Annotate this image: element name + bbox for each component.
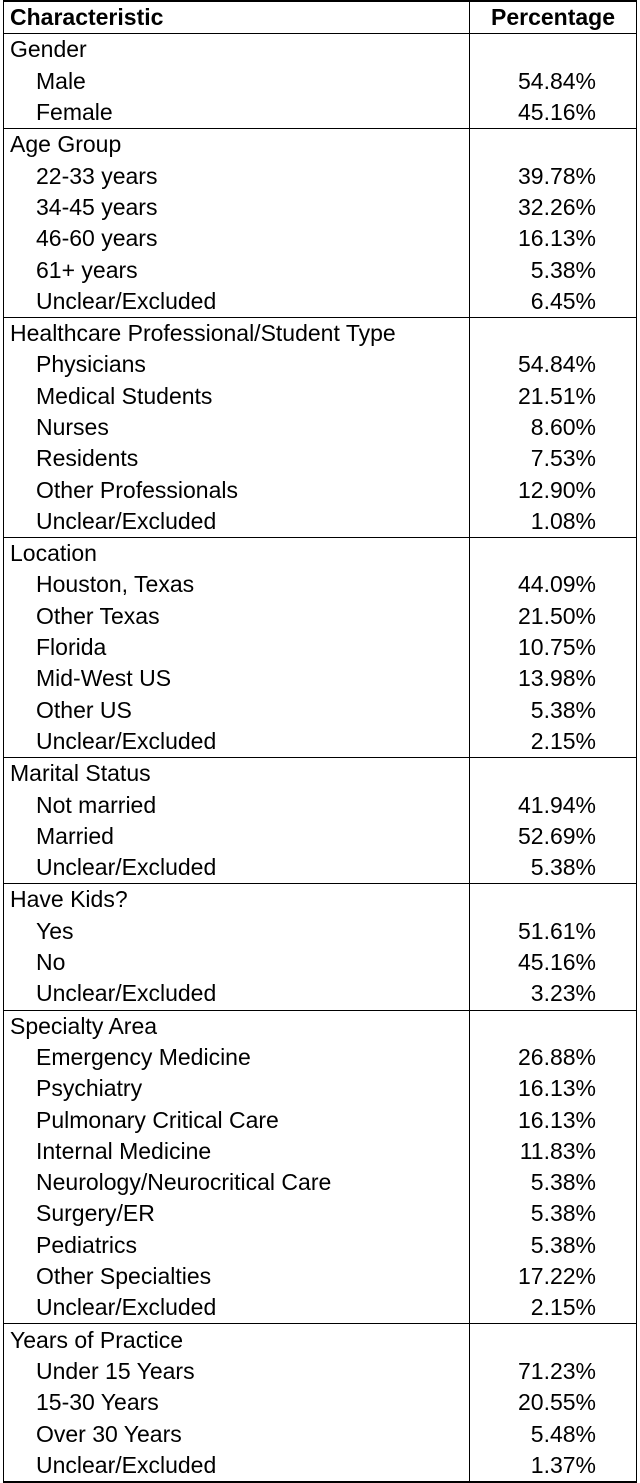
row-label: Unclear/Excluded (4, 1450, 470, 1482)
row-percentage: 21.50% (470, 601, 637, 632)
group-name: Years of Practice (4, 1324, 470, 1356)
row-label: Houston, Texas (4, 569, 470, 600)
group-header-row (4, 129, 637, 161)
row-label: Married (4, 821, 470, 852)
table-row (4, 947, 637, 978)
group-value-empty (470, 538, 637, 570)
row-percentage: 6.45% (470, 286, 637, 318)
row-percentage: 5.38% (470, 254, 637, 285)
row-label: Unclear/Excluded (4, 506, 470, 538)
row-percentage: 5.48% (470, 1418, 637, 1449)
row-label: Unclear/Excluded (4, 286, 470, 318)
group-header-row (4, 758, 637, 790)
table-row (4, 474, 637, 505)
group-value-empty (470, 1324, 637, 1356)
row-percentage: 20.55% (470, 1387, 637, 1418)
row-percentage: 45.16% (470, 947, 637, 978)
table-row (4, 695, 637, 726)
row-percentage: 54.84% (470, 349, 637, 380)
row-percentage: 21.51% (470, 381, 637, 412)
row-percentage: 10.75% (470, 632, 637, 663)
group-header-row (4, 884, 637, 916)
row-percentage: 52.69% (470, 821, 637, 852)
table-row (4, 726, 637, 758)
table-row (4, 1042, 637, 1073)
row-label: Over 30 Years (4, 1418, 470, 1449)
table-group (4, 538, 637, 758)
row-percentage: 11.83% (470, 1136, 637, 1167)
group-name: Marital Status (4, 758, 470, 790)
group-value-empty (470, 317, 637, 349)
group-header-row (4, 1324, 637, 1356)
row-label: Male (4, 66, 470, 97)
row-label: Neurology/Neurocritical Care (4, 1167, 470, 1198)
table-row (4, 97, 637, 129)
row-percentage: 8.60% (470, 412, 637, 443)
row-percentage: 3.23% (470, 978, 637, 1010)
table-row (4, 1073, 637, 1104)
group-name: Healthcare Professional/Student Type (4, 317, 470, 349)
row-label: Residents (4, 443, 470, 474)
row-percentage: 7.53% (470, 443, 637, 474)
row-label: Mid-West US (4, 663, 470, 694)
table-row (4, 601, 637, 632)
row-percentage: 17.22% (470, 1261, 637, 1292)
table-row (4, 286, 637, 318)
row-percentage: 51.61% (470, 916, 637, 947)
table-row (4, 789, 637, 820)
table-row (4, 412, 637, 443)
row-label: 61+ years (4, 254, 470, 285)
table-row (4, 1198, 637, 1229)
table-row (4, 443, 637, 474)
table-header (4, 1, 637, 34)
row-label: 46-60 years (4, 223, 470, 254)
table-row (4, 1230, 637, 1261)
row-label: Physicians (4, 349, 470, 380)
table-row (4, 1450, 637, 1482)
row-label: Medical Students (4, 381, 470, 412)
row-label: Nurses (4, 412, 470, 443)
table-row (4, 192, 637, 223)
row-percentage: 2.15% (470, 726, 637, 758)
table-group (4, 758, 637, 884)
row-label: Unclear/Excluded (4, 1292, 470, 1324)
row-percentage: 12.90% (470, 474, 637, 505)
row-label: 34-45 years (4, 192, 470, 223)
group-name: Location (4, 538, 470, 570)
table-row (4, 1136, 637, 1167)
row-percentage: 41.94% (470, 789, 637, 820)
row-percentage: 16.13% (470, 223, 637, 254)
table-row (4, 916, 637, 947)
table-group (4, 317, 637, 537)
row-percentage: 71.23% (470, 1356, 637, 1387)
table-row (4, 1356, 637, 1387)
row-label: Florida (4, 632, 470, 663)
row-label: 22-33 years (4, 160, 470, 191)
row-label: Psychiatry (4, 1073, 470, 1104)
header-characteristic: Characteristic (4, 1, 470, 34)
row-label: Not married (4, 789, 470, 820)
row-percentage: 5.38% (470, 852, 637, 884)
row-percentage: 45.16% (470, 97, 637, 129)
row-percentage: 39.78% (470, 160, 637, 191)
group-header-row (4, 34, 637, 66)
group-value-empty (470, 884, 637, 916)
row-label: Emergency Medicine (4, 1042, 470, 1073)
row-percentage: 13.98% (470, 663, 637, 694)
demographics-table (3, 0, 637, 1483)
group-header-row (4, 317, 637, 349)
row-label: Female (4, 97, 470, 129)
group-header-row (4, 538, 637, 570)
table-row (4, 663, 637, 694)
group-name: Age Group (4, 129, 470, 161)
table-row (4, 821, 637, 852)
row-percentage: 1.37% (470, 1450, 637, 1482)
row-label: Pediatrics (4, 1230, 470, 1261)
row-label: Pulmonary Critical Care (4, 1104, 470, 1135)
row-label: Other US (4, 695, 470, 726)
table-row (4, 978, 637, 1010)
header-percentage: Percentage (470, 1, 637, 34)
row-percentage: 1.08% (470, 506, 637, 538)
row-percentage: 54.84% (470, 66, 637, 97)
row-label: Unclear/Excluded (4, 978, 470, 1010)
row-label: Unclear/Excluded (4, 726, 470, 758)
row-label: Other Professionals (4, 474, 470, 505)
table-row (4, 254, 637, 285)
row-label: Surgery/ER (4, 1198, 470, 1229)
header-row (4, 1, 637, 34)
table-row (4, 66, 637, 97)
row-percentage: 16.13% (470, 1104, 637, 1135)
row-label: Unclear/Excluded (4, 852, 470, 884)
table-row (4, 1418, 637, 1449)
row-label: Other Texas (4, 601, 470, 632)
row-percentage: 26.88% (470, 1042, 637, 1073)
row-label: 15-30 Years (4, 1387, 470, 1418)
row-label: No (4, 947, 470, 978)
group-value-empty (470, 34, 637, 66)
row-percentage: 2.15% (470, 1292, 637, 1324)
row-percentage: 5.38% (470, 1167, 637, 1198)
row-percentage: 32.26% (470, 192, 637, 223)
table-group (4, 129, 637, 318)
row-label: Other Specialties (4, 1261, 470, 1292)
group-value-empty (470, 129, 637, 161)
table-group (4, 1324, 637, 1482)
table-row (4, 1104, 637, 1135)
row-percentage: 16.13% (470, 1073, 637, 1104)
group-name: Specialty Area (4, 1010, 470, 1042)
table-group (4, 1010, 637, 1324)
row-label: Internal Medicine (4, 1136, 470, 1167)
row-label: Yes (4, 916, 470, 947)
row-percentage: 5.38% (470, 1230, 637, 1261)
table-row (4, 569, 637, 600)
row-label: Under 15 Years (4, 1356, 470, 1387)
table-row (4, 1292, 637, 1324)
group-header-row (4, 1010, 637, 1042)
row-percentage: 5.38% (470, 695, 637, 726)
row-percentage: 5.38% (470, 1198, 637, 1229)
table-row (4, 852, 637, 884)
table-group (4, 34, 637, 129)
table-row (4, 506, 637, 538)
table-row (4, 223, 637, 254)
table-row (4, 632, 637, 663)
row-percentage: 44.09% (470, 569, 637, 600)
group-name: Gender (4, 34, 470, 66)
table-row (4, 1167, 637, 1198)
group-value-empty (470, 1010, 637, 1042)
table-row (4, 160, 637, 191)
group-name: Have Kids? (4, 884, 470, 916)
table-row (4, 381, 637, 412)
table-row (4, 1387, 637, 1418)
table-row (4, 1261, 637, 1292)
group-value-empty (470, 758, 637, 790)
table-group (4, 884, 637, 1010)
table-row (4, 349, 637, 380)
